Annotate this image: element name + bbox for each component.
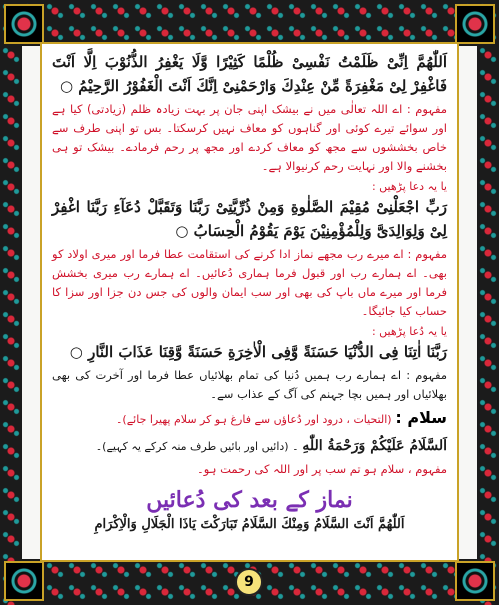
salam-arabic: اَلسَّلَامُ عَلَیْكُمْ وَرَحْمَةُ اللّٰهِ — [302, 438, 447, 454]
border-left — [0, 0, 22, 605]
dua-2-arabic: رَبِّ اجْعَلْنِیْ مُقِیْمَ الصَّلٰوةِ وَمِنْ ذُرِّیَّتِیْ رَبَّنَا وَتَقَبَّلْ دُعَآءِ رَبَّنَا اغْفِرْ لِیْ وَلِوَالِدَیَّ وَلِلْمُؤْمِنِیْنَ یَوْمَ یَقُوْمُ الْحِسَابُ ○ — [52, 198, 447, 240]
corner-ornament-top-left — [4, 4, 44, 44]
section-title: نماز کے بعد کی دُعائیں — [146, 487, 353, 513]
dua-2-meaning: مفہوم : اے میرے رب مجھے نماز ادا کرنے کی استقامت عطا فرما اور میری اولاد کو بھی۔ اے ہمارے رب اور قبول فرما ہماری دُعائیں۔ اے ہمارے رب میری بخشش فرما اور میرے ماں باپ کی بھی اور سب ایمان والوں کی جس دن جزا اور سزا کا حساب کیا جائیگا۔ — [52, 247, 447, 318]
dua-1-arabic: اَللّٰهُمَّ اِنِّیْ ظَلَمْتُ نَفْسِیْ ظُلْمًا كَثِیْرًا وَّلَا یَغْفِرُ الذُّنُوْبَ اِلَّا اَنْتَ فَاغْفِرْ لِیْ مَغْفِرَةً مِّنْ عِنْدِكَ وَارْحَمْنِیْ اِنَّكَ اَنْتَ الْغَفُوْرُ الرَّحِیْمُ ○ — [52, 53, 447, 95]
border-top — [0, 0, 499, 46]
dua-3-meaning: مفہوم : اے ہمارے رب ہمیں دُنیا کی تمام بھلائیاں عطا فرما اور آخرت کی بھی بھلائیاں اور ہمیں بچا جہنم کی آگ کے عذاب سے۔ — [52, 368, 447, 401]
salam-arabic-line — [52, 434, 447, 458]
corner-ornament-bottom-right — [455, 561, 495, 601]
border-right — [477, 0, 499, 605]
final-dua: اَللّٰهُمَّ اَنْتَ السَّلَامُ وَمِنْكَ السَّلَامُ تَبَارَكْتَ یَاذَا الْجَلَالِ وَالْاِكْرَامِ — [94, 517, 405, 532]
dua-3-arabic: رَبَّنَا اٰتِنَا فِی الدُّنْیَا حَسَنَةً وَّفِی الْاٰخِرَةِ حَسَنَةً وَّقِنَا عَذَابَ النَّارِ ○ — [69, 343, 447, 361]
dua-1-meaning: مفہوم : اے اللہ تعالٰی میں نے بیشک اپنی جان پر بہت زیادہ ظلم (زیادتی) کیا ہے اور سوائے تیرے کوئی اور گناہوں کو معاف نہیں کرسکتا۔ بس تو اپنی طرف سے خاص بخششوں سے مجھ کو معاف کردے اور مجھ پر رحم فرمادے۔ بیشک تو ہی بخشنے والا اور نہایت رحم کرنیوالا ہے۔ — [52, 102, 447, 173]
salam-instruction: ۔ (دائیں اور بائیں طرف منہ کرکے یہ کہیے)۔ — [95, 440, 299, 453]
corner-ornament-bottom-left — [4, 561, 44, 601]
salam-heading: سلام : — [395, 408, 447, 427]
salam-meaning: مفہوم ، سلام ہو تم سب پر اور اللہ کی رحمت ہو۔ — [197, 462, 447, 476]
salam-note: (التحیات ، درود اور دُعاؤں سے فارغ ہو کر سلام پھیرا جائے)۔ — [115, 413, 392, 426]
alternate-label-1: یا یہ دعا پڑھیں : — [371, 180, 447, 193]
alternate-label-2: یا یہ دُعا پڑھیں : — [371, 325, 447, 338]
corner-ornament-top-right — [455, 4, 495, 44]
content-panel — [40, 42, 459, 562]
salam-line — [52, 408, 447, 430]
page-number: 9 — [235, 568, 263, 596]
